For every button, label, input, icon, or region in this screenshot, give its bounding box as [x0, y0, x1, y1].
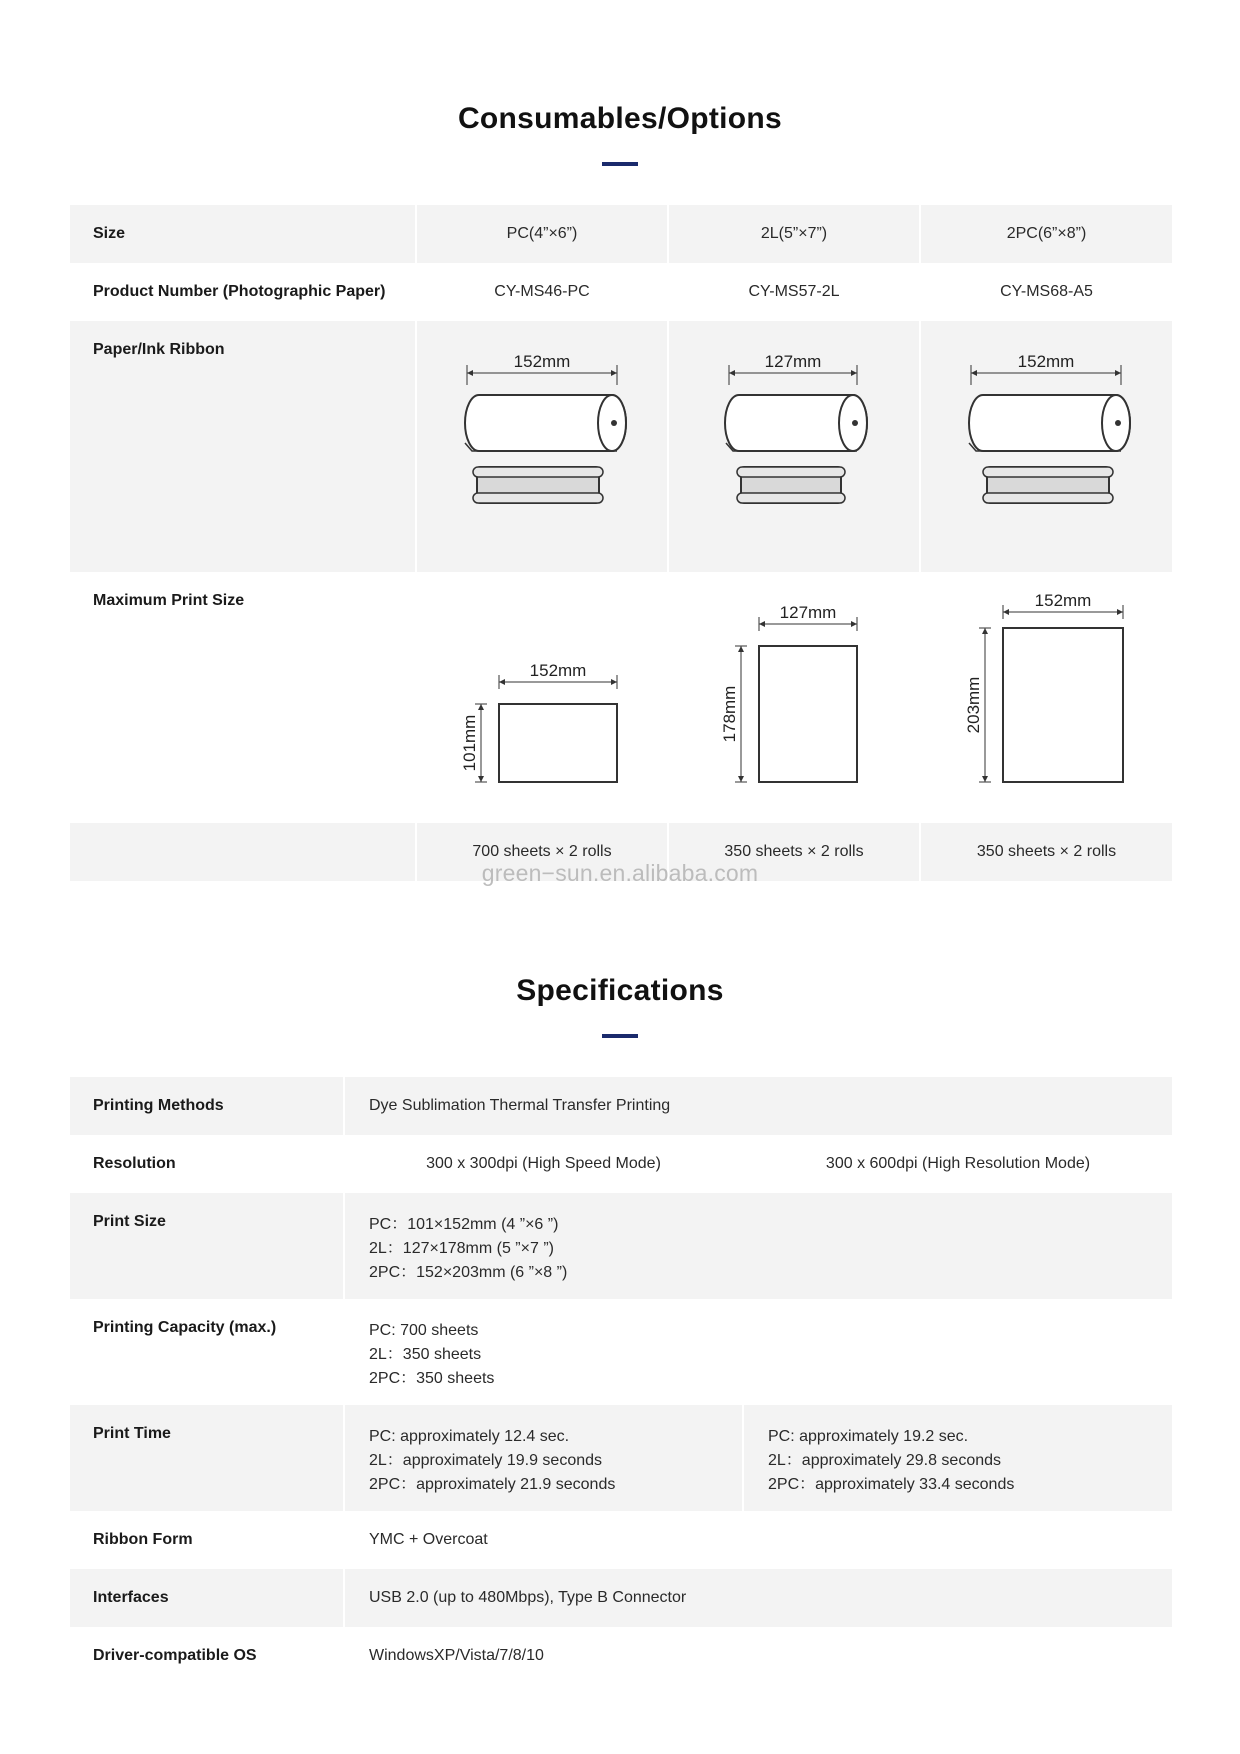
specs-title: Specifications [516, 974, 724, 1007]
spec-value [344, 1299, 1172, 1405]
spec-line: 2PC：152×203mm (6 ”×8 ”) [369, 1264, 568, 1281]
spec-label: Resolution [70, 1135, 344, 1193]
print-width-label: 152mm [1034, 591, 1092, 610]
spec-row-resolution [70, 1135, 1172, 1193]
spec-label: Printing Capacity (max.) [70, 1299, 344, 1405]
consumables-table [70, 205, 1172, 881]
print-area-rect [759, 646, 857, 782]
roll-dimension [971, 352, 1121, 385]
spec-line: PC：101×152mm (4 ”×6 ”) [369, 1216, 559, 1233]
spec-value: 300 x 300dpi (High Speed Mode) [344, 1135, 743, 1193]
max-print-cell-2l [668, 572, 920, 823]
roll-dimension [729, 352, 857, 385]
spec-line: 2L：350 sheets [369, 1346, 482, 1363]
ribbon-cell-pc [416, 321, 668, 572]
spec-label: Ribbon Form [70, 1511, 344, 1569]
ribbon-row [70, 321, 1172, 572]
quantity-2pc: 350 sheets × 2 rolls [920, 823, 1172, 881]
spec-row-print-size [70, 1193, 1172, 1299]
size-2pc: 2PC(6”×8”) [920, 205, 1172, 263]
row-label: Maximum Print Size [70, 572, 416, 823]
spec-line: 2L：approximately 19.9 seconds [369, 1452, 603, 1469]
print-height-label: 178mm [720, 685, 739, 743]
max-print-row [70, 572, 1172, 823]
size-pc: PC(4”×6”) [416, 205, 668, 263]
spec-row-print-time [70, 1405, 1172, 1511]
print-size-diagram [921, 572, 1171, 818]
print-width-label: 127mm [779, 603, 837, 622]
ribbon-cell-2pc [920, 321, 1172, 572]
spec-row-interfaces [70, 1569, 1172, 1627]
row-label: Paper/Ink Ribbon [70, 321, 416, 572]
specs-table [70, 1077, 1172, 1685]
print-size-diagram [417, 572, 667, 818]
roll-width-label: 127mm [764, 352, 822, 371]
print-width-label: 152mm [529, 661, 587, 680]
print-area-rect [1003, 628, 1123, 782]
max-print-cell-2pc [920, 572, 1172, 823]
spec-value: 300 x 600dpi (High Resolution Mode) [825, 1155, 1091, 1172]
spec-label: Interfaces [70, 1569, 344, 1627]
watermark: green−sun.en.alibaba.com [481, 860, 759, 886]
spec-value [743, 1405, 1172, 1511]
quantity-pc: 700 sheets × 2 rolls [416, 823, 668, 881]
max-print-cell-pc [416, 572, 668, 823]
paper-roll-illustration [921, 321, 1171, 567]
spec-label: Driver-compatible OS [70, 1627, 344, 1685]
product-row [70, 263, 1172, 321]
print-height-label: 203mm [964, 676, 983, 734]
spec-label: Printing Methods [70, 1077, 344, 1135]
ribbon-cell-2l [668, 321, 920, 572]
spec-line: 2PC：approximately 33.4 seconds [768, 1476, 1015, 1493]
row-label: Size [70, 205, 416, 263]
spec-row-os [70, 1627, 1172, 1685]
spec-label: Print Size [70, 1193, 344, 1299]
spec-label: Print Time [70, 1405, 344, 1511]
title-underline [602, 1034, 638, 1038]
row-label: Product Number (Photographic Paper) [70, 263, 416, 321]
product-2l: CY-MS57-2L [668, 263, 920, 321]
spec-line: 2L：approximately 29.8 seconds [768, 1452, 1002, 1469]
spec-value [344, 1193, 1172, 1299]
spec-value: YMC + Overcoat [369, 1531, 488, 1548]
consumables-title: Consumables/Options [457, 102, 783, 135]
spec-value [344, 1405, 743, 1511]
spec-value: USB 2.0 (up to 480Mbps), Type B Connector [344, 1569, 1172, 1627]
roll-width-label: 152mm [1017, 352, 1075, 371]
product-pc: CY-MS46-PC [416, 263, 668, 321]
spec-line: 2PC：approximately 21.9 seconds [369, 1476, 616, 1493]
paper-roll-illustration [669, 321, 919, 567]
spec-row-capacity [70, 1299, 1172, 1405]
product-2pc: CY-MS68-A5 [1000, 283, 1093, 300]
spec-line: 2L：127×178mm (5 ”×7 ”) [369, 1240, 554, 1257]
print-size-diagram [669, 572, 919, 818]
spec-line: PC: approximately 19.2 sec. [768, 1428, 969, 1445]
size-2l: 2L(5”×7”) [668, 205, 920, 263]
quantity-2l: 350 sheets × 2 rolls [668, 823, 920, 881]
spec-line: PC: 700 sheets [369, 1322, 479, 1339]
spec-row-printing-methods [70, 1077, 1172, 1135]
size-row [70, 205, 1172, 263]
spec-value: WindowsXP/Vista/7/8/10 [369, 1647, 544, 1664]
spec-line: 2PC：350 sheets [369, 1370, 495, 1387]
title-underline [602, 162, 638, 166]
spec-value: Dye Sublimation Thermal Transfer Printing [344, 1077, 1172, 1135]
roll-dimension [467, 352, 617, 385]
print-height-label: 101mm [460, 714, 479, 772]
spec-line: PC: approximately 12.4 sec. [369, 1428, 570, 1445]
print-area-rect [499, 704, 617, 782]
roll-width-label: 152mm [513, 352, 571, 371]
paper-roll-illustration [417, 321, 667, 567]
spec-row-ribbon-form [70, 1511, 1172, 1569]
